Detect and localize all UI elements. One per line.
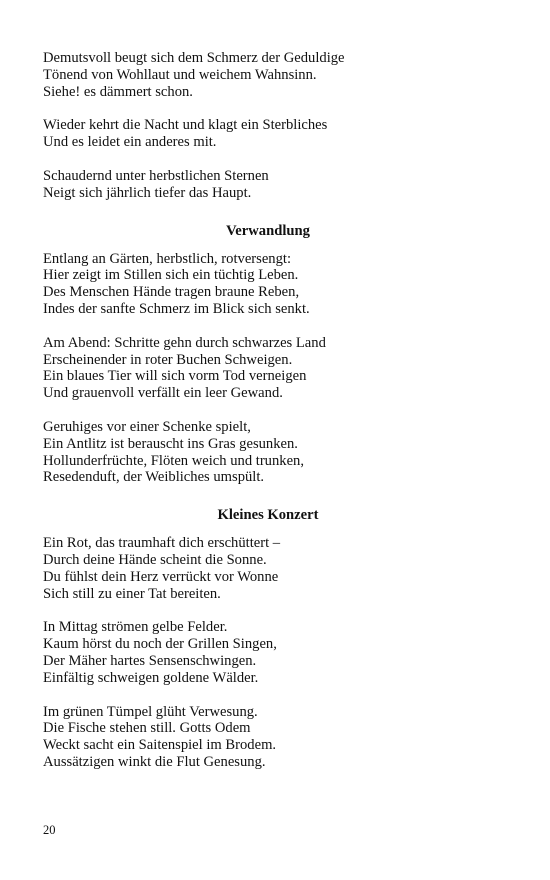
- verse-line: Siehe! es dämmert schon.: [43, 83, 193, 100]
- stanza: [43, 419, 493, 486]
- verse-line: Erscheinender in roter Buchen Schweigen.: [43, 351, 293, 368]
- stanza: [43, 168, 493, 202]
- page-number: 20: [43, 823, 56, 837]
- verse-line: Aussätzigen winkt die Flut Genesung.: [43, 753, 266, 770]
- verse-line: Durch deine Hände scheint die Sonne.: [43, 551, 267, 568]
- stanza: [43, 619, 493, 686]
- verse-line: Geruhiges vor einer Schenke spielt,: [43, 418, 251, 435]
- verse-line: Demutsvoll beugt sich dem Schmerz der Geduldige: [43, 50, 345, 66]
- stanza: [43, 50, 493, 100]
- verse-line: Hier zeigt im Stillen sich ein tüchtig Leben.: [43, 267, 299, 284]
- verse-line: Du fühlst dein Herz verrückt vor Wonne: [43, 568, 279, 585]
- page-body: [43, 50, 493, 788]
- verse-line: Weckt sacht ein Saitenspiel im Brodem.: [43, 737, 277, 754]
- verse-line: Der Mäher hartes Sensenschwingen.: [43, 652, 257, 669]
- verse-line: Des Menschen Hände tragen braune Reben,: [43, 284, 300, 301]
- verse-line: Neigt sich jährlich tiefer das Haupt.: [43, 184, 252, 201]
- verse-line: Einfältig schweigen goldene Wälder.: [43, 669, 259, 686]
- stanza: [43, 335, 493, 402]
- verse-line: Indes der sanfte Schmerz im Blick sich senkt.: [43, 300, 310, 317]
- verse-line: Wieder kehrt die Nacht und klagt ein Sterbliches: [43, 117, 328, 134]
- stanza: [43, 251, 493, 318]
- verse-line: Und es leidet ein anderes mit.: [43, 134, 217, 151]
- verse-line: Am Abend: Schritte gehn durch schwarzes Land: [43, 334, 326, 351]
- poem-fragment: [43, 50, 493, 202]
- verse-line: Kaum hörst du noch der Grillen Singen,: [43, 636, 277, 653]
- verse-line: Hollunderfrüchte, Flöten weich und trunken,: [43, 452, 304, 469]
- verse-line: Resedenduft, der Weibliches umspült.: [43, 469, 265, 486]
- poem-verwandlung: [43, 223, 493, 487]
- verse-line: Entlang an Gärten, herbstlich, rotversengt:: [43, 250, 292, 267]
- stanza: [43, 535, 493, 602]
- verse-line: Ein Antlitz ist berauscht ins Gras gesunken.: [43, 435, 298, 452]
- poem-title: Kleines Konzert: [217, 507, 319, 524]
- verse-line: Tönend von Wohllaut und weichem Wahnsinn.: [43, 66, 317, 83]
- stanza: [43, 117, 493, 151]
- verse-line: Die Fische stehen still. Gotts Odem: [43, 720, 251, 737]
- verse-line: Ein blaues Tier will sich vorm Tod verneigen: [43, 368, 307, 385]
- verse-line: In Mittag strömen gelbe Felder.: [43, 619, 228, 636]
- verse-line: Im grünen Tümpel glüht Verwesung.: [43, 703, 258, 720]
- stanza: [43, 704, 493, 771]
- poem-kleines-konzert: [43, 507, 493, 771]
- verse-line: Und grauenvoll verfällt ein leer Gewand.: [43, 385, 283, 402]
- verse-line: Ein Rot, das traumhaft dich erschüttert –: [43, 535, 281, 552]
- verse-line: Schaudernd unter herbstlichen Sternen: [43, 167, 269, 184]
- poem-title: Verwandlung: [226, 222, 310, 239]
- verse-line: Sich still zu einer Tat bereiten.: [43, 585, 221, 602]
